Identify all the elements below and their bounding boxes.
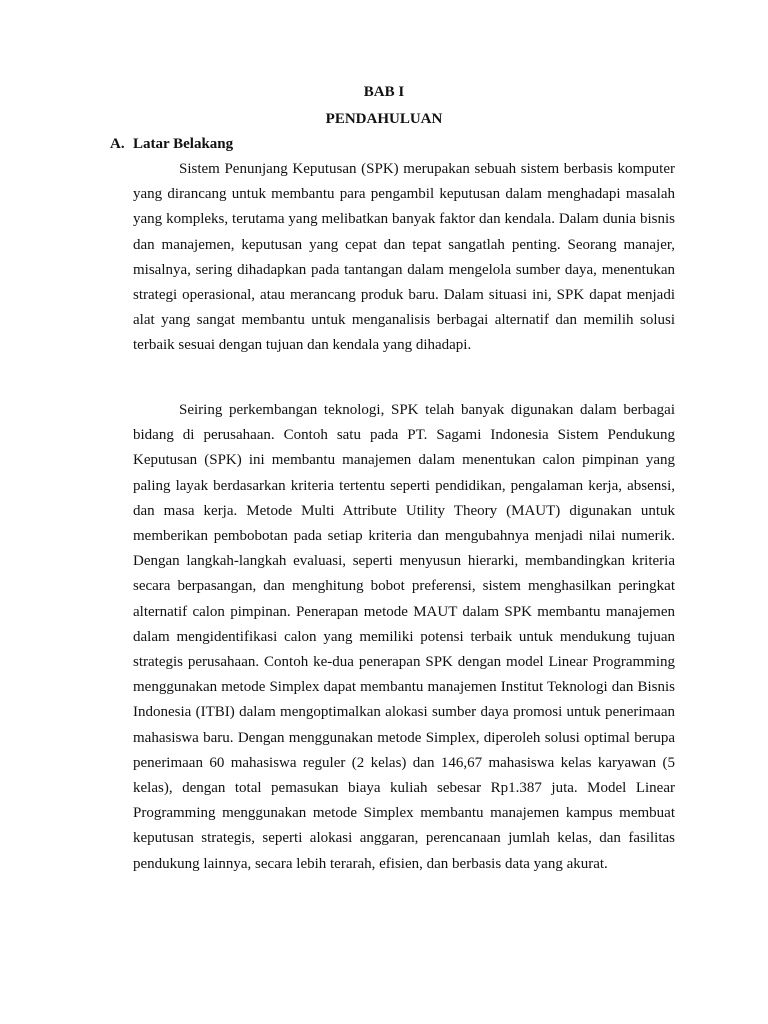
section-number: A. [110, 136, 125, 152]
section-title: Latar Belakang [133, 136, 234, 152]
body-paragraph: Sistem Penunjang Keputusan (SPK) merupakan sebuah sistem berbasis komputer yang dirancang untuk membantu para pengambil keputusan dalam menghadapi masalah yang kompleks, terutama yang melibatkan banyak faktor dan kendala. Dalam dunia bisnis dan manajemen, keputusan yang cepat dan tepat sangatlah penting. Seorang manajer, misalnya, sering dihadapkan pada tantangan dalam mengelola sumber daya, menentukan strategi operasional, atau merancang produk baru. Dalam situasi ini, SPK dapat menjadi alat yang sangat membantu untuk menganalisis berbagai alternatif dan memilih solusi terbaik sesuai dengan tujuan dan kendala yang dihadapi. [133, 161, 675, 354]
section-heading [110, 135, 233, 153]
chapter-title: PENDAHULUAN [325, 111, 443, 127]
body-paragraph: Seiring perkembangan teknologi, SPK telah banyak digunakan dalam berbagai bidang di perusahaan. Contoh satu pada PT. Sagami Indonesia Sistem Pendukung Keputusan (SPK) ini membantu manajemen dalam menentukan calon pimpinan yang paling layak berdasarkan kriteria tertentu seperti pendidikan, pengalaman kerja, absensi, dan masa kerja. Metode Multi Attribute Utility Theory (MAUT) digunakan untuk memberikan pembobotan pada setiap kriteria dan mengubahnya menjadi nilai numerik. Dengan langkah-langkah evaluasi, seperti menyusun hierarki, membandingkan kriteria secara berpasangan, dan menghitung bobot preferensi, sistem menghasilkan peringkat alternatif calon pimpinan. Penerapan metode MAUT dalam SPK membantu manajemen dalam mengidentifikasi calon yang memiliki potensi terbaik untuk mendukung tujuan strategis perusahaan. Contoh ke-dua penerapan SPK dengan model Linear Programming menggunakan metode Simplex dapat membantu manajemen Institut Teknologi dan Bisnis Indonesia (ITBI) dalam mengoptimalkan alokasi sumber daya promosi untuk penerimaan mahasiswa baru. Dengan menggunakan metode Simplex, diperoleh solusi optimal berupa penerimaan 60 mahasiswa reguler (2 kelas) dan 146,67 mahasiswa kelas karyawan (5 kelas), dengan total pemasukan biaya kuliah sebesar Rp1.387 juta. Model Linear Programming menggunakan metode Simplex membantu manajemen kampus membuat keputusan strategis, seperti alokasi anggaran, perencanaan jumlah kelas, dan fasilitas pendukung lainnya, secara lebih terarah, efisien, dan berbasis data yang akurat. [133, 402, 675, 872]
chapter-label: BAB I [363, 84, 405, 100]
